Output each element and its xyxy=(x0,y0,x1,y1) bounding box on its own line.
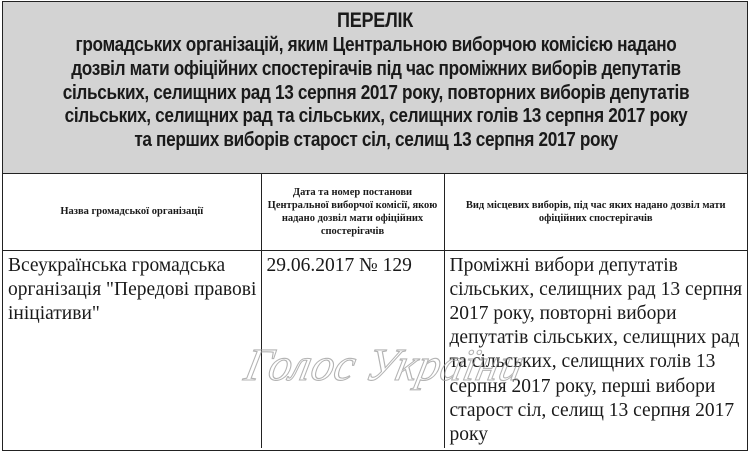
title-line: сільських, селищних рад 13 серпня 2017 року, повторних виборів депутатів xyxy=(62,81,690,104)
cell-election-type: Проміжні вибори депутатів сільських, селищних рад 13 серпня 2017 року, повторні вибори депутатів сільських, селищних рад та сільських, селищних голів 13 серпня 2017 року, перші вибори старост сіл, селищ 13 серпня 2017 року xyxy=(449,254,743,445)
header-election-type: Вид місцевих виборів, під час яких надано дозвіл мати офіційних спостерігачів xyxy=(444,174,747,250)
title-line: та перших виборів старост сіл, селищ 13 серпня 2017 року xyxy=(134,129,618,152)
title-block xyxy=(3,2,747,174)
title-line: громадських організацій, яким Центральною виборчою комісією надано xyxy=(75,34,677,56)
cell-organization: Всеукраїнська громадська організація "Передові правові ініціативи" xyxy=(3,250,261,448)
organizations-table xyxy=(3,174,747,448)
table-row xyxy=(3,250,747,448)
table-header-row xyxy=(3,174,747,250)
cell-resolution: 29.06.2017 № 129 xyxy=(261,250,444,448)
svg-text:Голос України: Голос України xyxy=(240,340,529,391)
title-line: сільських, селищних рад та сільських, селищних голів 13 серпня 2017 року xyxy=(64,105,688,128)
header-resolution: Дата та номер постанови Центральної виборчої комісії, якою надано дозвіл мати офіційних спостерігачів xyxy=(261,174,444,250)
title-line: дозвіл мати офіційних спостерігачів під час проміжних виборів депутатів xyxy=(71,57,681,80)
document-page xyxy=(2,1,748,451)
header-organization: Назва громадської організації xyxy=(3,174,261,250)
document-title: ПЕРЕЛІК xyxy=(336,9,414,32)
